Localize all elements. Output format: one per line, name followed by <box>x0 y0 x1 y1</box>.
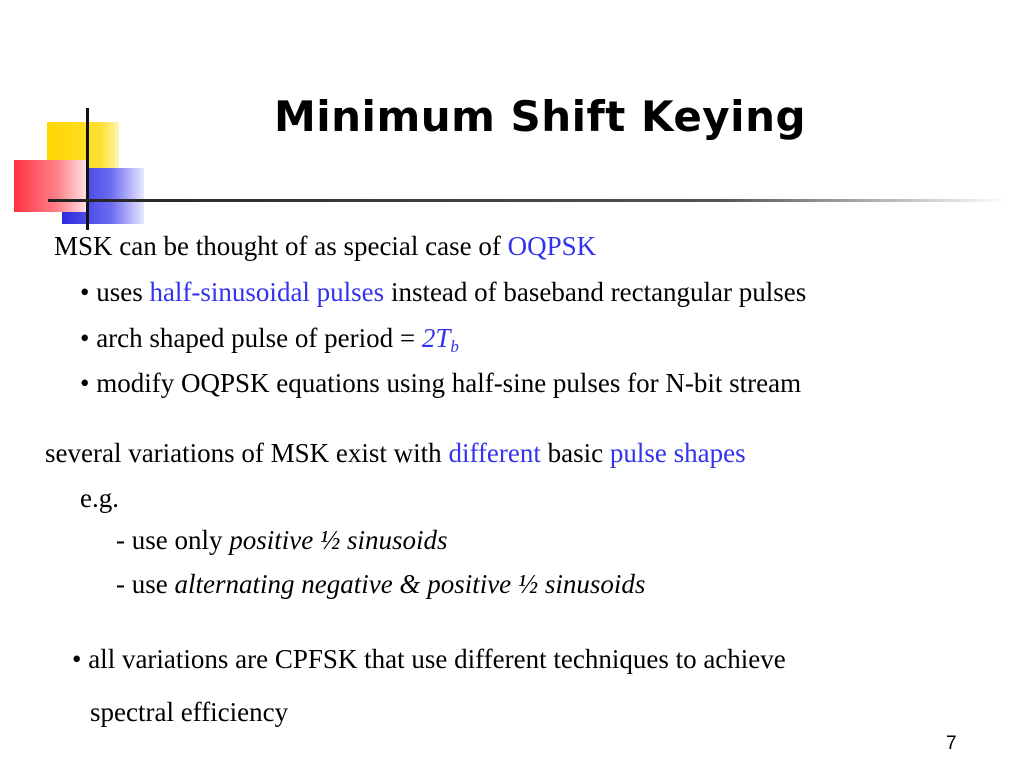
page-number: 7 <box>946 733 957 754</box>
slide-title: Minimum Shift Keying <box>273 92 807 141</box>
variations-highlight-different: different <box>448 438 541 468</box>
variation-item-positive <box>116 524 448 556</box>
deco-red-square <box>14 160 86 212</box>
bullet1-pre: • uses <box>80 277 150 307</box>
deco-vertical-line <box>86 108 89 230</box>
intro-highlight-oqpsk: OQPSK <box>507 231 597 261</box>
title-underline <box>48 199 1008 202</box>
eg-label: e.g. <box>80 483 119 513</box>
bullet-arch-pulse <box>80 322 459 354</box>
cpfsk-line-2: spectral efficiency <box>90 697 289 727</box>
bullet-modify-oqpsk: • modify OQPSK equations using half-sine pulses for N-bit stream <box>80 368 802 398</box>
intro-line <box>54 230 596 262</box>
cpfsk-line-1: • all variations are CPFSK that use different techniques to achieve <box>72 644 786 674</box>
intro-text: MSK can be thought of as special case of <box>54 231 508 261</box>
bullet-half-sinusoidal <box>80 276 806 308</box>
bullet1-post: instead of baseband rectangular pulses <box>384 277 807 307</box>
item1-italic: positive ½ sinusoids <box>229 525 448 555</box>
variations-pre: several variations of MSK exist with <box>45 438 449 468</box>
period-2t: 2T <box>421 323 451 353</box>
item2-italic: alternating negative & positive ½ sinusoids <box>174 569 646 599</box>
variation-item-alternating <box>116 568 645 600</box>
bullet2-period-value <box>421 323 459 356</box>
variations-highlight-pulse-shapes: pulse shapes <box>609 438 746 468</box>
variations-line <box>45 437 746 469</box>
period-subscript: b <box>450 337 459 356</box>
item1-pre: - use only <box>116 525 230 555</box>
item2-pre: - use <box>116 569 175 599</box>
variations-mid: basic <box>540 438 610 468</box>
bullet2-pre: • arch shaped pulse of period = <box>80 323 422 353</box>
bullet1-highlight: half-sinusoidal pulses <box>149 277 385 307</box>
